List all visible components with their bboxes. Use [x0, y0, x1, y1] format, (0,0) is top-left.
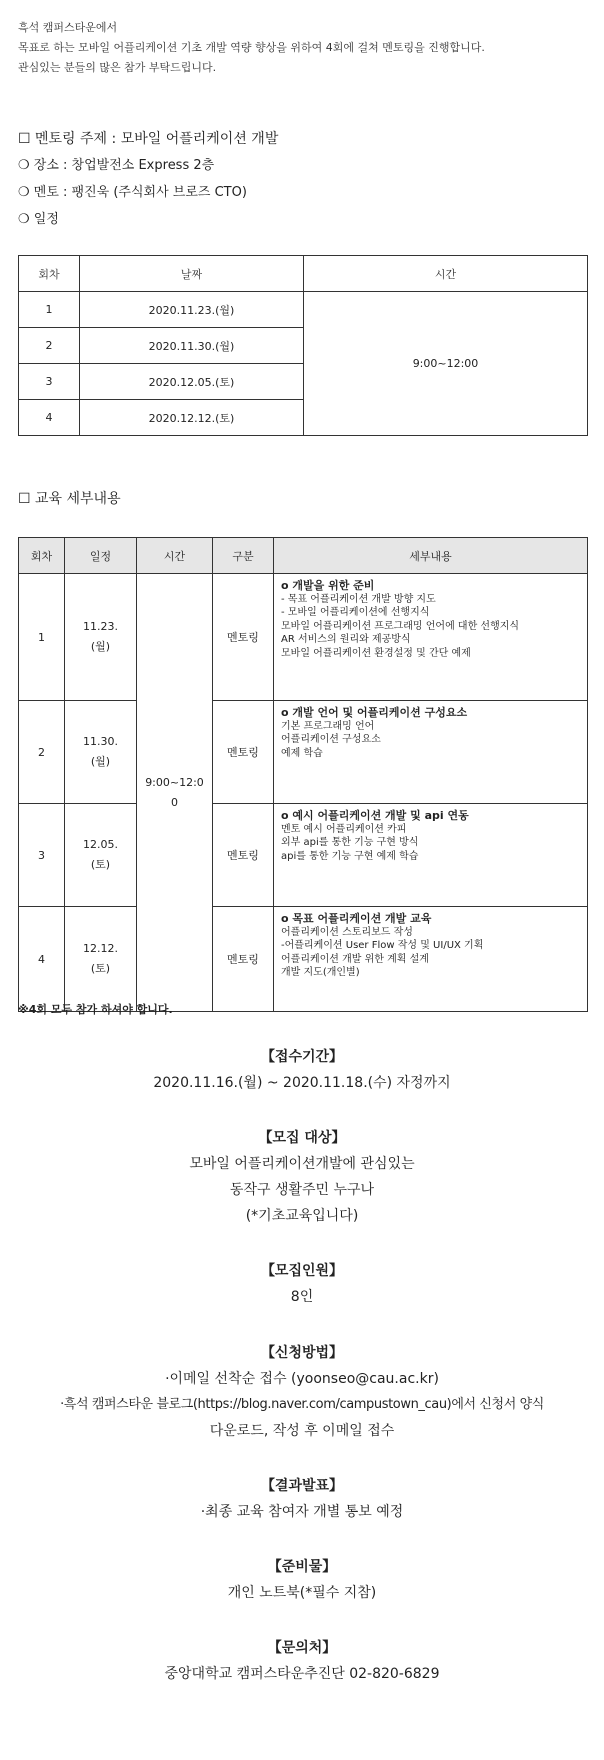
- table-row: [19, 804, 588, 907]
- info-line: 다운로드, 작성 후 이메일 접수: [209, 1423, 395, 1439]
- intro-text: [18, 18, 485, 78]
- detail-content-line: 예제 학습: [281, 747, 323, 759]
- detail-type: 멘토링: [213, 804, 274, 907]
- detail-content-line: 모바일 어플리케이션 환경설정 및 간단 예제: [281, 647, 471, 659]
- detail-content: [274, 804, 588, 907]
- info-line: 동작구 생활주민 누구나: [229, 1182, 375, 1198]
- detail-type: 멘토링: [213, 907, 274, 1012]
- detail-content-line: 어플리케이션 스토리보드 작성: [281, 926, 413, 938]
- mentoring-topic-title: ☐ 멘토링 주제 : 모바일 어플리케이션 개발: [18, 131, 279, 147]
- detail-type: 멘토링: [213, 701, 274, 804]
- detail-type: 멘토링: [213, 574, 274, 701]
- detail-date-value: 12.12.: [83, 942, 118, 955]
- detail-content-line: 모바일 어플리케이션 프로그래밍 언어에 대한 선행지식: [281, 620, 520, 632]
- detail-content-line: 기본 프로그래밍 언어: [281, 720, 375, 732]
- detail-content: [274, 907, 588, 1012]
- info-heading: 【모집인원】: [260, 1263, 344, 1279]
- table-row: [19, 292, 588, 328]
- info-heading: 【모집 대상】: [258, 1130, 346, 1146]
- detail-table: [18, 537, 588, 1012]
- detail-content-line: 멘토 예시 어플리케이션 카피: [281, 823, 407, 835]
- table-row: [19, 701, 588, 804]
- detail-content: [274, 701, 588, 804]
- schedule-date: 2020.11.30.(월): [80, 328, 304, 364]
- detail-content-line: 개발 지도(개인별): [281, 967, 360, 979]
- detail-header-content: 세부내용: [274, 538, 588, 574]
- schedule-time: 9:00~12:00: [304, 292, 588, 436]
- detail-day-value: (토): [90, 858, 111, 871]
- detail-content-line: AR 서비스의 원리와 제공방식: [281, 634, 411, 646]
- info-heading: 【결과발표】: [260, 1478, 344, 1494]
- schedule-label: ❍ 일정: [18, 212, 59, 227]
- detail-title: ☐ 교육 세부내용: [18, 491, 121, 507]
- info-apply: [0, 1340, 604, 1444]
- intro-line: 목표로 하는 모바일 어플리케이션 기초 개발 역량 향상을 위하여 4회에 걸쳐 멘토링을 진행합니다.: [18, 41, 485, 54]
- info-line: 모바일 어플리케이션개발에 관심있는: [189, 1156, 415, 1172]
- detail-content-head: o 개발을 위한 준비: [281, 579, 375, 592]
- info-line: ·흑석 캠퍼스타운 블로그(https://blog.naver.com/campustown_cau)에서 신청서 양식: [60, 1397, 544, 1412]
- info-heading: 【접수기간】: [260, 1049, 344, 1065]
- attendance-note: ※4회 모두 참가 하셔야 합니다.: [18, 1003, 173, 1016]
- schedule-header-row: [19, 256, 588, 292]
- schedule-table: [18, 255, 588, 436]
- detail-content-line: 외부 api를 통한 기능 구현 방식: [281, 837, 419, 849]
- schedule-no: 2: [19, 328, 80, 364]
- intro-line: 흑석 캠퍼스타운에서: [18, 21, 118, 34]
- detail-day-value: (월): [90, 640, 111, 653]
- detail-no: 4: [19, 907, 65, 1012]
- intro-line: 관심있는 분들의 많은 참가 부탁드립니다.: [18, 61, 217, 74]
- detail-date-value: 11.23.: [83, 620, 118, 633]
- info-line: 중앙대학교 캠퍼스타운추진단 02-820-6829: [164, 1666, 440, 1682]
- detail-content-head: o 개발 언어 및 어플리케이션 구성요소: [281, 706, 468, 719]
- detail-date: [65, 701, 137, 804]
- info-line: ·최종 교육 참여자 개별 통보 예정: [200, 1504, 404, 1520]
- info-result: [0, 1473, 604, 1525]
- schedule-no: 1: [19, 292, 80, 328]
- info-contact: [0, 1635, 604, 1687]
- detail-header-time: 시간: [137, 538, 213, 574]
- schedule-header-no: 회차: [19, 256, 80, 292]
- info-capacity: [0, 1258, 604, 1310]
- info-line: 2020.11.16.(월) ~ 2020.11.18.(수) 자정까지: [153, 1075, 451, 1091]
- schedule-date: 2020.12.05.(토): [80, 364, 304, 400]
- info-heading: 【준비물】: [267, 1559, 337, 1575]
- detail-content-line: - 목표 어플리케이션 개발 방향 지도: [281, 593, 436, 605]
- mentoring-place: ❍ 장소 : 창업발전소 Express 2층: [18, 158, 215, 173]
- info-heading: 【문의처】: [267, 1640, 337, 1656]
- detail-day-value: (토): [90, 962, 111, 975]
- info-heading: 【신청방법】: [260, 1345, 344, 1361]
- table-row: [19, 574, 588, 701]
- detail-content-line: -어플리케이션 User Flow 작성 및 UI/UX 기획: [281, 940, 484, 952]
- detail-date-value: 12.05.: [83, 838, 118, 851]
- detail-time: [137, 574, 213, 1012]
- mentoring-mentor: ❍ 멘토 : 팽진욱 (주식회사 브로즈 CTO): [18, 185, 247, 200]
- detail-content-head: o 예시 어플리케이션 개발 및 api 연동: [281, 809, 469, 822]
- detail-header-date: 일정: [65, 538, 137, 574]
- detail-date: [65, 804, 137, 907]
- detail-date: [65, 907, 137, 1012]
- table-row: [19, 907, 588, 1012]
- schedule-header-date: 날짜: [80, 256, 304, 292]
- detail-content-head: o 목표 어플리케이션 개발 교육: [281, 912, 432, 925]
- detail-content-line: 어플리케이션 구성요소: [281, 734, 381, 746]
- detail-header-type: 구분: [213, 538, 274, 574]
- info-supplies: [0, 1554, 604, 1606]
- detail-no: 3: [19, 804, 65, 907]
- info-period: [0, 1044, 604, 1096]
- detail-content: [274, 574, 588, 701]
- detail-time-line: 9:00~12:0: [145, 775, 204, 789]
- detail-content-line: - 모바일 어플리케이션에 선행지식: [281, 607, 430, 619]
- schedule-no: 4: [19, 400, 80, 436]
- info-line: ·이메일 선착순 접수 (yoonseo@cau.ac.kr): [165, 1371, 439, 1387]
- detail-header-no: 회차: [19, 538, 65, 574]
- schedule-no: 3: [19, 364, 80, 400]
- schedule-header-time: 시간: [304, 256, 588, 292]
- schedule-date: 2020.11.23.(월): [80, 292, 304, 328]
- info-line: 8인: [290, 1289, 314, 1305]
- detail-no: 1: [19, 574, 65, 701]
- detail-day-value: (월): [90, 755, 111, 768]
- detail-date-value: 11.30.: [83, 735, 118, 748]
- info-target: [0, 1125, 604, 1229]
- detail-content-line: 어플리케이션 개발 위한 계획 설계: [281, 953, 429, 965]
- info-line: (*기초교육입니다): [245, 1208, 359, 1224]
- schedule-date: 2020.12.12.(토): [80, 400, 304, 436]
- detail-date: [65, 574, 137, 701]
- detail-header-row: [19, 538, 588, 574]
- detail-content-line: api를 통한 기능 구현 예제 학습: [281, 850, 419, 862]
- info-line: 개인 노트북(*필수 지참): [227, 1585, 377, 1601]
- detail-time-line: 0: [171, 795, 178, 809]
- detail-no: 2: [19, 701, 65, 804]
